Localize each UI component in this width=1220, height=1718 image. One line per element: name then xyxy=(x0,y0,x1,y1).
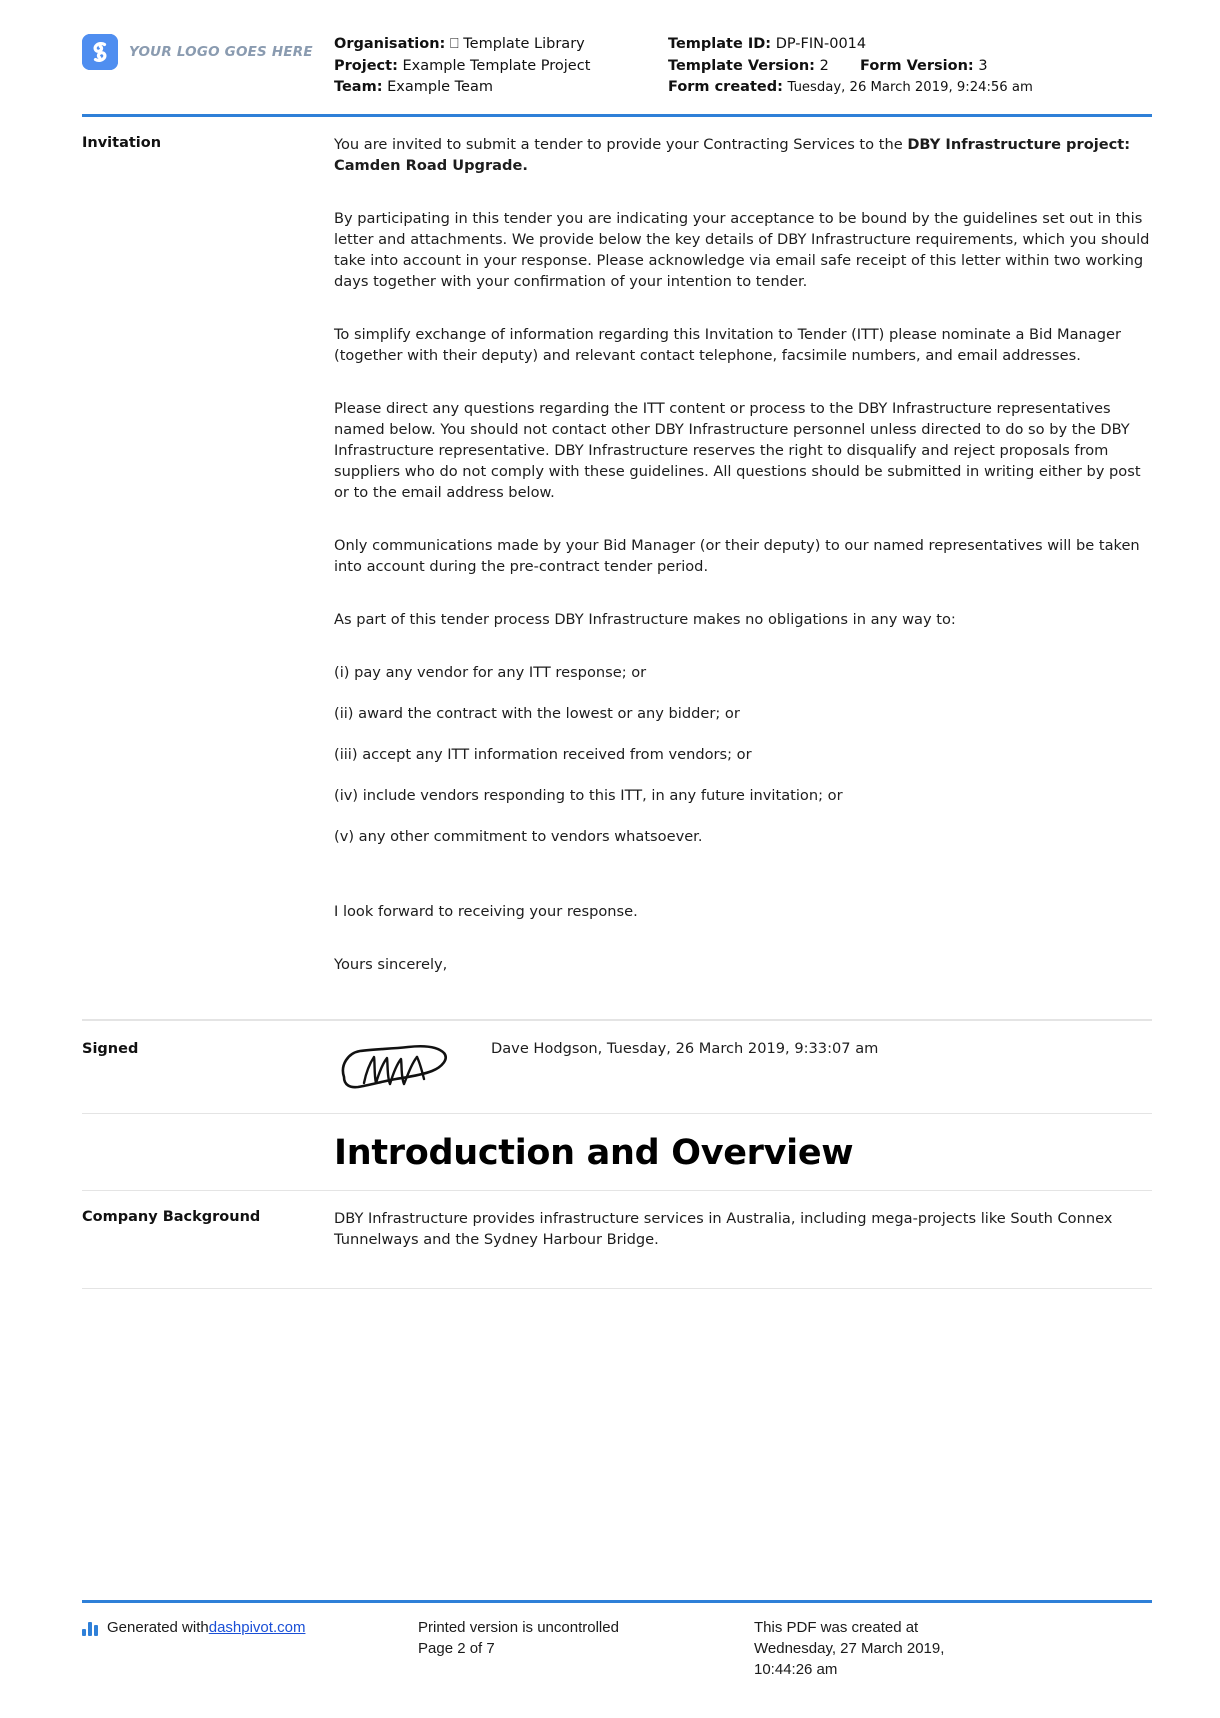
signed-row xyxy=(82,1020,1152,1114)
footer-created-block xyxy=(754,1617,1152,1680)
footer-columns xyxy=(82,1617,1152,1680)
footer-print-block xyxy=(418,1617,754,1659)
version-line xyxy=(668,56,1152,78)
form-version-value: 3 xyxy=(978,57,988,74)
dashpivot-link[interactable]: dashpivot.com xyxy=(208,1619,306,1636)
obligation-item: (ii) award the contract with the lowest or any bidder; or xyxy=(334,705,740,722)
obligation-item: (i) pay any vendor for any ITT response; or xyxy=(334,664,647,681)
company-logo-icon xyxy=(82,34,118,70)
template-version-value: 2 xyxy=(819,57,829,74)
pdf-created-time: 10:44:26 am xyxy=(754,1661,838,1678)
bar-chart-icon xyxy=(82,1620,98,1636)
invitation-p1-plain: You are invited to submit a tender to provide your Contracting Services to the xyxy=(334,136,908,153)
invitation-paragraph-1 xyxy=(334,134,1152,176)
invitation-row xyxy=(82,117,1152,1020)
template-id-label: Template ID: xyxy=(668,36,772,52)
form-version-label: Form Version: xyxy=(860,57,974,74)
signature-image xyxy=(334,1037,491,1099)
project-line xyxy=(334,56,668,78)
form-created-line xyxy=(668,77,1152,99)
invitation-paragraph-6: As part of this tender process DBY Infrastructure makes no obligations in any way to: xyxy=(334,611,956,628)
project-label: Project: xyxy=(334,57,398,74)
footer-generated-block xyxy=(82,1617,418,1638)
organisation-line xyxy=(334,34,668,56)
spacer xyxy=(334,867,1152,901)
invitation-p1-bold: DBY Infrastructure project: Camden Road Upgrade. xyxy=(334,136,1131,174)
team-label: Team: xyxy=(334,79,383,95)
pdf-created-date: Wednesday, 27 March 2019, xyxy=(754,1640,945,1657)
template-version-label: Template Version: xyxy=(668,57,815,74)
generated-with-text: Generated with xyxy=(107,1619,209,1636)
invitation-closing-2: Yours sincerely, xyxy=(334,956,448,973)
header-meta-right xyxy=(668,26,1152,99)
printed-version-text: Printed version is uncontrolled xyxy=(418,1619,619,1636)
invitation-paragraph-3: To simplify exchange of information regarding this Invitation to Tender (ITT) please nominate a Bid Manager (together with their deputy) and relevant contact telephone, facsimile numbers, and email addresses. xyxy=(334,326,1121,364)
obligation-item: (iv) include vendors responding to this ITT, in any future invitation; or xyxy=(334,787,843,804)
logo-text: YOUR LOGO GOES HERE xyxy=(129,44,313,60)
team-value: Example Team xyxy=(387,79,493,95)
team-line xyxy=(334,77,668,99)
invitation-paragraph-2: By participating in this tender you are indicating your acceptance to be bound by the guidelines set out in this letter and attachments. We provide below the key details of DBY Infrastructure requirements, which you should take into account in your response. Please acknowledge via email safe receipt of this letter within two working days together with your confirmation of your intention to tender. xyxy=(334,210,1150,290)
header-meta-left xyxy=(334,26,668,99)
invitation-closing-1: I look forward to receiving your response. xyxy=(334,903,638,920)
footer-divider xyxy=(82,1600,1152,1603)
template-id-line xyxy=(668,34,1152,56)
obligation-item: (v) any other commitment to vendors whatsoever. xyxy=(334,828,703,845)
invitation-paragraph-5: Only communications made by your Bid Manager (or their deputy) to our named representatives will be taken into account during the pre-contract tender period. xyxy=(334,537,1140,575)
document-content xyxy=(0,117,1220,1289)
section-title-spacer xyxy=(82,1132,334,1174)
organisation-label: Organisation: xyxy=(334,36,446,52)
company-background-body: DBY Infrastructure provides infrastructure services in Australia, including mega-projects like South Connex Tunnelways and the Sydney Harbour Bridge. xyxy=(334,1210,1113,1248)
section-title-row xyxy=(82,1114,1152,1191)
invitation-label: Invitation xyxy=(82,135,162,151)
section-title: Introduction and Overview xyxy=(334,1133,854,1173)
company-background-label: Company Background xyxy=(82,1209,261,1225)
logo-block xyxy=(82,26,334,70)
signed-meta: Dave Hodgson, Tuesday, 26 March 2019, 9:33:07 am xyxy=(491,1040,879,1057)
project-value: Example Template Project xyxy=(402,57,591,74)
invitation-body xyxy=(334,117,1152,1019)
organisation-value: ⎕ Template Library xyxy=(449,36,585,52)
document-footer xyxy=(0,1600,1220,1718)
invitation-paragraph-4: Please direct any questions regarding the ITT content or process to the DBY Infrastructure representatives named below. You should not contact other DBY Infrastructure personnel unless directed to do so by the DBY Infrastructure representative. DBY Infrastructure reserves the right to disqualify and reject proposals from suppliers who do not comply with these guidelines. All questions should be submitted in writing either by post or to the email address below. xyxy=(334,400,1141,501)
template-id-value: DP-FIN-0014 xyxy=(775,36,867,52)
company-background-row xyxy=(82,1191,1152,1289)
document-header xyxy=(0,0,1220,108)
obligation-item: (iii) accept any ITT information received from vendors; or xyxy=(334,746,752,763)
pdf-created-label: This PDF was created at xyxy=(754,1619,919,1636)
form-created-label: Form created: xyxy=(668,79,783,95)
form-created-value: Tuesday, 26 March 2019, 9:24:56 am xyxy=(787,80,1033,95)
page-number-text: Page 2 of 7 xyxy=(418,1640,495,1657)
signed-label: Signed xyxy=(82,1041,139,1057)
